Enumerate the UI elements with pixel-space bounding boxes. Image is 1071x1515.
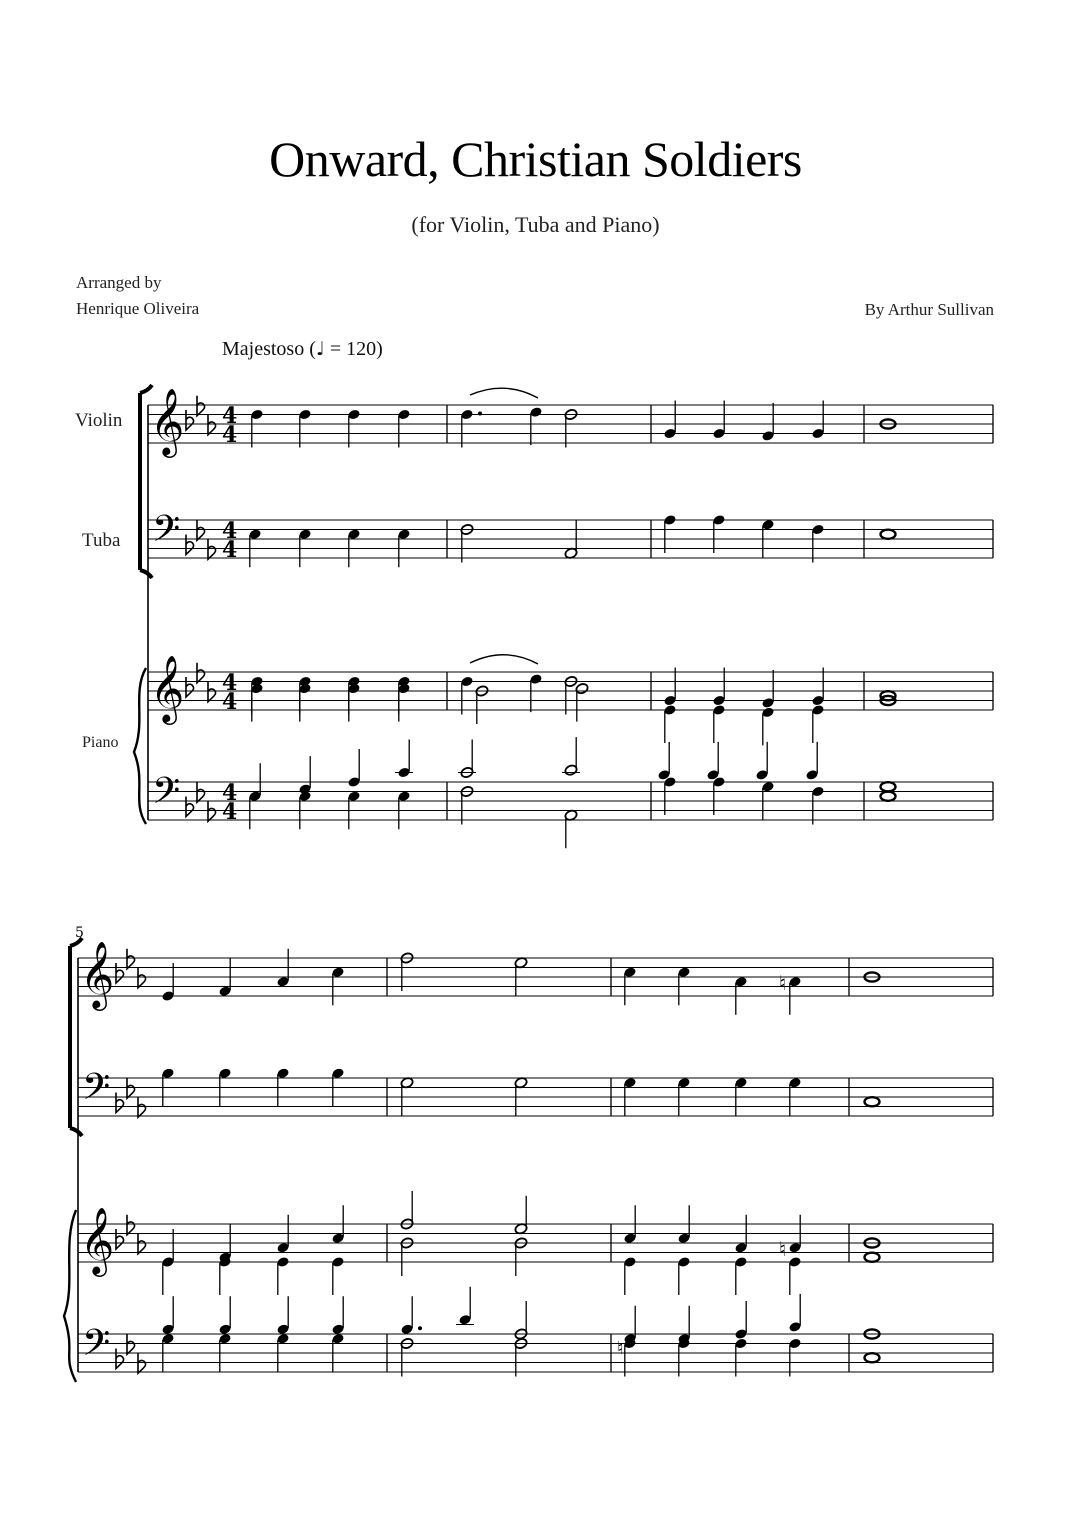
treble-clef-icon: 𝄞 (150, 654, 185, 722)
flat-icon (127, 949, 135, 969)
note-head (881, 792, 896, 801)
bass-clef-icon: 𝄢 (82, 1066, 111, 1117)
piano-bass-staff (78, 1334, 993, 1372)
time-signature-top: 4 (222, 518, 238, 544)
flat-icon (197, 782, 205, 802)
time-signature-top: 4 (222, 780, 238, 806)
tie-slur (470, 388, 538, 398)
flat-icon (127, 1334, 135, 1354)
tempo-prefix: Majestoso ( (222, 338, 316, 360)
note-head (881, 530, 896, 539)
treble-clef-icon: 𝄞 (80, 1206, 115, 1274)
quarter-note-icon: ♩ (315, 338, 325, 360)
flat-icon (116, 1349, 124, 1369)
flat-icon (116, 963, 124, 983)
measure-number: 5 (75, 925, 84, 941)
augmentation-dot (418, 1326, 422, 1330)
arranger-label: Arranged by (76, 273, 162, 292)
flat-icon (116, 1093, 124, 1113)
bass-clef-icon: 𝄢 (82, 1322, 111, 1373)
flat-icon (186, 797, 194, 817)
system-1 (134, 385, 993, 848)
piano-bass-staff (148, 782, 993, 820)
natural-sign-icon: ♮ (779, 971, 787, 995)
flat-icon (138, 1097, 146, 1117)
piano-label: Piano (82, 734, 119, 751)
time-signature-bottom: 4 (222, 537, 238, 563)
time-signature-bottom: 4 (222, 422, 238, 448)
violin-label: Violin (75, 410, 123, 431)
flat-icon (197, 396, 205, 416)
note-head (865, 1253, 880, 1262)
bass-clef-icon: 𝄢 (152, 770, 181, 821)
bass-clef-icon: 𝄢 (152, 508, 181, 559)
system-2 (64, 925, 993, 1382)
flat-icon (127, 1078, 135, 1098)
flat-icon (138, 1234, 146, 1254)
tuba-staff (148, 520, 993, 558)
tie-slur (470, 655, 538, 664)
tuba-staff (78, 1078, 993, 1116)
flat-icon (186, 410, 194, 430)
tempo-bpm: = 120) (324, 338, 383, 360)
flat-icon (127, 1215, 135, 1235)
flat-icon (208, 539, 216, 559)
violin-staff (78, 958, 993, 996)
piano-brace (64, 1210, 76, 1382)
treble-clef-icon: 𝄞 (80, 940, 115, 1008)
flat-icon (138, 1353, 146, 1373)
note-head (865, 1353, 880, 1362)
time-signature-top: 4 (222, 403, 238, 429)
flat-icon (208, 682, 216, 702)
flat-icon (186, 535, 194, 555)
augmentation-dot (478, 412, 482, 416)
composer-credit: By Arthur Sullivan (864, 300, 994, 319)
piano-brace (134, 668, 146, 824)
time-signature-top: 4 (222, 670, 238, 696)
flat-icon (197, 520, 205, 540)
flat-icon (116, 1229, 124, 1249)
arranger-name: Henrique Oliveira (76, 299, 200, 318)
flat-icon (208, 415, 216, 435)
time-signature-bottom: 4 (222, 799, 238, 825)
natural-sign-icon: ♮ (617, 1338, 624, 1359)
flat-icon (197, 663, 205, 683)
score-subtitle: (for Violin, Tuba and Piano) (411, 212, 660, 237)
flat-icon (186, 677, 194, 697)
natural-sign-icon: ♮ (779, 1237, 787, 1261)
note-head (865, 1097, 880, 1106)
piano-treble-staff (78, 1224, 993, 1262)
tuba-label: Tuba (82, 530, 121, 551)
note-head (881, 782, 896, 791)
flat-icon (208, 801, 216, 821)
score-title: Onward, Christian Soldiers (269, 131, 802, 187)
treble-clef-icon: 𝄞 (150, 387, 185, 455)
flat-icon (138, 968, 146, 988)
time-signature-bottom: 4 (222, 689, 238, 715)
